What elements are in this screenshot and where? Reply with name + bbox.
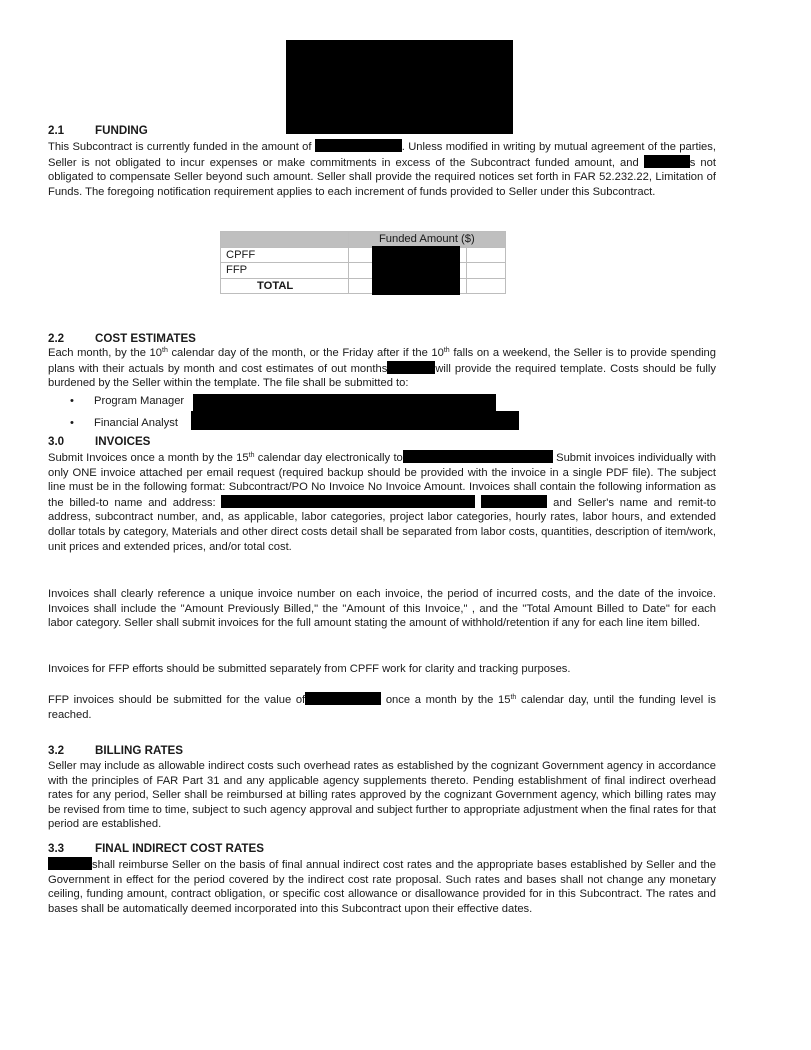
funded-amount-table xyxy=(220,231,506,294)
program-manager-redaction xyxy=(193,394,496,412)
redaction xyxy=(387,361,435,374)
final-rates-paragraph xyxy=(48,857,716,916)
row-label-ffp: FFP xyxy=(221,263,349,279)
table-header-row xyxy=(221,232,506,248)
table-cell xyxy=(466,247,505,263)
text-run: s not obligated to compensate Seller beyond such amount. Seller shall provide the required notices set forth in FAR 52.232.22, Limitation of Funds. The foregoing notification requirement applies to each increment of funds provided to Seller under this Subcontract. xyxy=(48,156,716,198)
text-run: This Subcontract is currently funded in the amount of xyxy=(48,141,315,153)
cost-estimates-paragraph xyxy=(48,346,716,391)
text-run: will provide the required template. Costs should be fully burdened by the Seller within the template. The file shall be submitted to: xyxy=(48,362,716,390)
text-run: FFP invoices should be submitted for the value of xyxy=(48,694,306,706)
invoices-paragraph-4 xyxy=(48,692,716,722)
row-label-total: TOTAL xyxy=(221,278,349,294)
text-run: calendar day, until the funding level is reached. xyxy=(48,694,716,721)
table-header-funded-amount: Funded Amount ($) xyxy=(348,232,505,248)
text-run: . Unless modified in writing by mutual agreement of the parties, Seller is not obligated to incur expenses or make commitments in excess of the Subcontract funded amount, and xyxy=(48,141,716,169)
table-row xyxy=(221,278,506,294)
bullet-icon: • xyxy=(70,417,74,429)
text-run: Submit Invoices once a month by the 15 xyxy=(48,452,249,464)
redaction xyxy=(315,139,402,152)
text-run: falls on a weekend, the Seller is to provide spending plans with their actuals by month and cost estimates of out months xyxy=(48,347,717,375)
text-run: Invoices shall clearly reference a unique invoice number on each invoice, the period of incurred costs, and the date of the invoice. Invoices shall include the "Amount Previously Billed," the "Amount of this Invoice," , and the "Total Amount Billed to Date" for each labor category. Seller shall submit invoices for the full amount stating the amount of withhold/retention if any for each line item billed. xyxy=(48,588,716,630)
text-run: calendar day of the month, or the Friday after if the 10 xyxy=(167,347,444,359)
redaction xyxy=(48,857,92,870)
redaction xyxy=(221,495,475,508)
text-run: Each month, by the 10 xyxy=(48,347,162,359)
invoices-paragraph-3 xyxy=(48,662,571,677)
billing-rates-paragraph xyxy=(48,759,716,832)
redaction xyxy=(644,155,690,168)
section-number: 2.1 xyxy=(48,124,65,137)
section-number: 3.0 xyxy=(48,435,65,448)
list-item-label: Financial Analyst xyxy=(94,417,178,429)
row-label-cpff: CPFF xyxy=(221,247,349,263)
table-row xyxy=(221,247,506,263)
section-title: INVOICES xyxy=(95,435,151,448)
section-title: FINAL INDIRECT COST RATES xyxy=(95,842,264,855)
redaction xyxy=(305,692,381,705)
text-run: Submit invoices individually with only ONE invoice attached per email request (required backup should be provided with the invoice in a single PDF file). The subject line must be in the following format: Subcontract/PO No Invoice No Invoice Amount. Invoices shall contain the following information as the billed-to name and address: xyxy=(48,452,716,509)
redaction xyxy=(403,450,553,463)
superscript: th xyxy=(510,694,517,701)
section-heading-invoices xyxy=(48,435,150,450)
bullet-icon: • xyxy=(70,395,74,407)
table-redaction xyxy=(372,246,460,295)
section-title: COST ESTIMATES xyxy=(95,332,196,345)
table-cell xyxy=(466,278,505,294)
funding-paragraph xyxy=(48,139,716,199)
text-run: shall reimburse Seller on the basis of final annual indirect cost rates and the appropriate bases established by Seller and the Government in effect for the period covered by the indirect cost rate proposal. Such rates and bases shall not change any monetary ceiling, funding amount, contract obligation, or specific cost allowance or disallowance provided for in this Subcontract. The rates and bases shall be automatically deemed incorporated into this Subcontract upon their effective dates. xyxy=(48,859,716,915)
section-title: BILLING RATES xyxy=(95,744,184,757)
text-run: and Seller's name and remit-to address, subcontract number, and, as applicable, labor categories, project labor categories, hourly rates, labor hours, and extended dollar totals by category, Materials and other direct costs detail shall be separated from labor costs, quantities, description of item/work, unit prices and extended prices, and/or total cost. xyxy=(48,496,717,553)
section-heading-final-rates xyxy=(48,842,264,857)
section-title: FUNDING xyxy=(95,124,148,137)
text-run: Invoices for FFP efforts should be submitted separately from CPFF work for clarity and tracking purposes. xyxy=(48,663,571,675)
table-header-empty xyxy=(221,232,349,248)
text-run: Seller may include as allowable indirect costs such overhead rates as established by the cognizant Government agency in accordance with the principles of FAR Part 31 and any applicable agency supplements thereto. Pending establishment of final indirect overhead rates for any period, Seller shall be reimbursed at billing rates approved by the cognizant Government agency, which billing rates may be revised from time to time, subject to such agency approval and subject further to appropriate adjustment when the final rates for that period are established. xyxy=(48,760,716,831)
superscript: th xyxy=(443,347,450,354)
section-number: 3.2 xyxy=(48,744,65,757)
section-number: 2.2 xyxy=(48,332,65,345)
invoices-paragraph-1 xyxy=(48,450,716,554)
text-run: calendar day electronically to xyxy=(254,452,403,464)
section-number: 3.3 xyxy=(48,842,65,855)
text-run: once a month by the 15 xyxy=(381,694,511,706)
redaction xyxy=(481,495,547,508)
financial-analyst-redaction xyxy=(191,411,519,430)
superscript: th xyxy=(248,452,255,459)
section-heading-billing-rates xyxy=(48,744,183,759)
recipient-list xyxy=(48,393,184,437)
superscript: th xyxy=(162,347,168,354)
table-cell xyxy=(466,263,505,279)
list-item-label: Program Manager xyxy=(94,395,185,407)
table-row xyxy=(221,263,506,279)
section-heading-funding xyxy=(48,124,148,139)
invoices-paragraph-2 xyxy=(48,587,716,631)
list-item xyxy=(48,415,184,437)
section-heading-cost-estimates xyxy=(48,332,196,347)
list-item xyxy=(48,393,184,415)
header-redaction xyxy=(286,40,513,134)
